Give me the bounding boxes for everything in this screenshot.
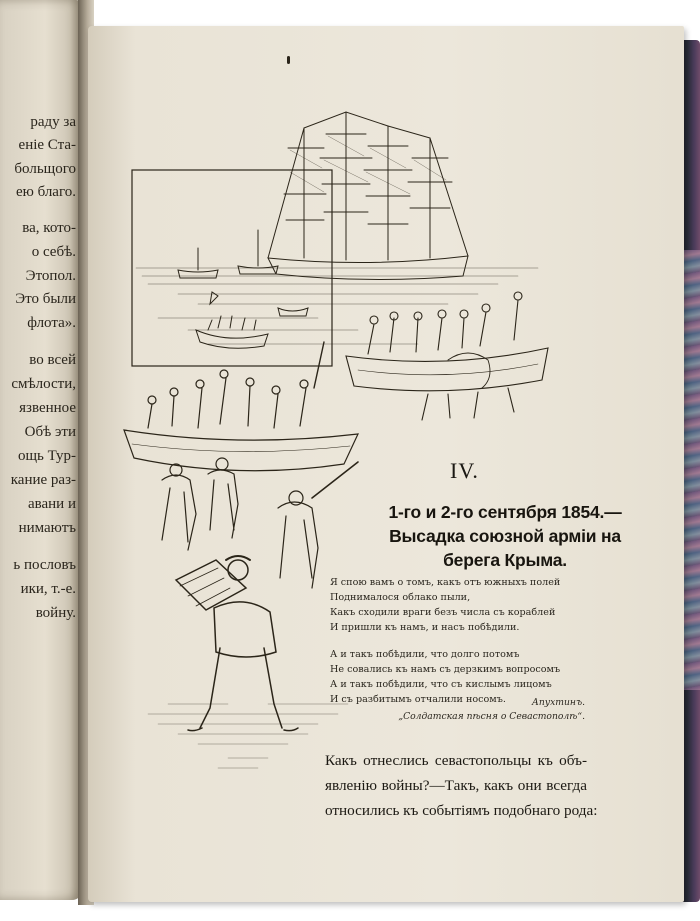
- left-page-line: кание раз-: [10, 472, 76, 488]
- left-page-line: ва, кото-: [22, 220, 76, 236]
- left-page-line: авани и: [27, 496, 76, 512]
- left-page: [0, 0, 82, 900]
- ship-sails: [290, 136, 446, 194]
- marbled-page-edge: [684, 250, 700, 690]
- left-page-line: Обѣ эти: [24, 424, 76, 440]
- poem-line: Поднималося облако пыли,: [330, 592, 471, 603]
- chapter-number: IV.: [450, 458, 479, 483]
- landing-boat-left: [124, 342, 358, 471]
- ink-spot: [287, 56, 290, 64]
- poem-line: А и такъ побѣдили, что долго потомъ: [330, 649, 520, 660]
- rowing-boats-back: [196, 292, 308, 348]
- poem-line: Я спою вамъ о томъ, какъ отъ южныхъ полей: [330, 577, 561, 588]
- left-page-line: флота».: [27, 315, 76, 331]
- poem-source: „Солдатская пѣсня о Севастополѣ“.: [398, 711, 585, 722]
- body-line: Какъ отнеслись севастопольцы къ объ-: [325, 752, 587, 769]
- left-page-line: ики, т.-е.: [20, 581, 76, 597]
- left-page-line: больщого: [14, 161, 76, 177]
- poem-line: Не совались къ намъ съ дерзкимъ вопросомъ: [330, 664, 561, 675]
- left-page-line: ощь Тур-: [17, 448, 76, 464]
- left-page-line: о себѣ.: [31, 244, 76, 260]
- stanza-gap: [330, 635, 650, 647]
- poem-author: Апухтинъ.: [531, 697, 585, 708]
- left-page-line: Этопол.: [25, 268, 76, 284]
- chapter-title-line: Высадка союзной арміи на: [389, 526, 621, 546]
- sailing-ships: [178, 112, 468, 280]
- chapter-title-line: 1-го и 2-го сентября 1854.—: [388, 502, 622, 522]
- landing-boat-right: [346, 292, 548, 420]
- left-page-line: раду за: [30, 114, 76, 130]
- sea-hatching: [136, 268, 538, 344]
- chapter-title-line: берега Крыма.: [443, 550, 567, 570]
- poem-line: Какъ сходили враги безъ числа съ кораблей: [330, 607, 556, 618]
- left-page-line: смѣлости,: [11, 376, 76, 392]
- left-page-line: во всей: [29, 352, 76, 368]
- chapter-title: [360, 500, 650, 572]
- left-page-line: ь пословъ: [13, 557, 76, 573]
- left-page-line: Это были: [15, 291, 76, 307]
- left-page-line: ею благо.: [15, 184, 76, 200]
- poem-line: И съ разбитымъ отчалили носомъ.: [330, 694, 506, 705]
- wading-soldiers: [162, 458, 358, 588]
- body-paragraph: [325, 748, 598, 823]
- body-line: явленію войны?—Такъ, какъ они всегда: [325, 777, 587, 794]
- poem-attribution: [330, 696, 585, 724]
- water-foreground: [148, 704, 348, 768]
- left-page-line: нимаютъ: [18, 520, 76, 536]
- left-page-line: еніе Ста-: [18, 137, 76, 153]
- body-line: относились къ событіямъ подобнаго рода:: [325, 802, 598, 819]
- soldier-with-crate: [176, 556, 298, 731]
- poem-line: А и такъ побѣдили, что съ кислымъ лицомъ: [330, 679, 552, 690]
- epigraph-poem: [330, 575, 650, 707]
- left-page-line: язвенное: [19, 400, 76, 416]
- left-page-line: войну.: [35, 605, 76, 621]
- poem-line: И пришли къ намъ, и насъ побѣдили.: [330, 622, 520, 633]
